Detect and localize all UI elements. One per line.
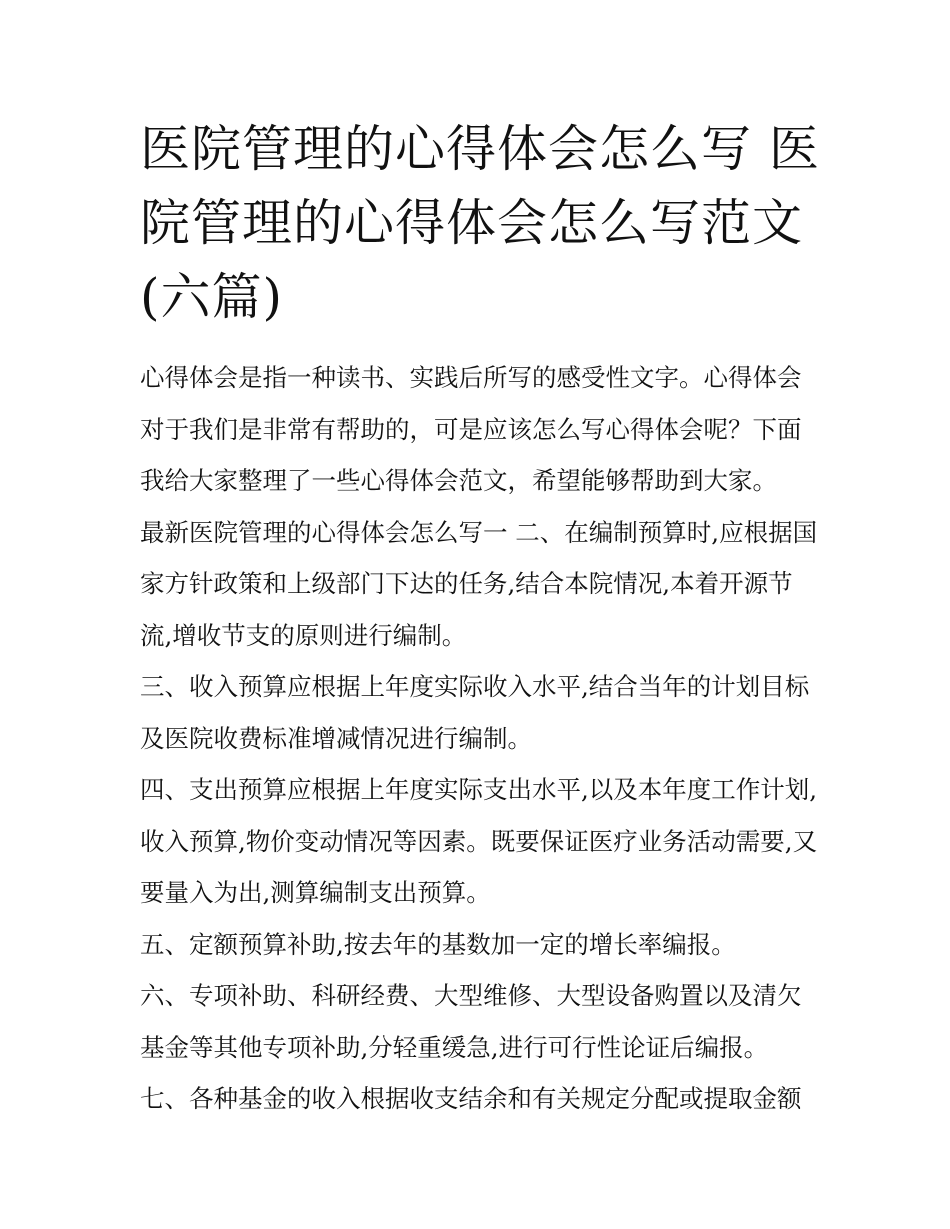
paragraph-expense-budget: 四、支出预算应根据上年度实际支出水平,以及本年度工作计划,收入预算,物价变动情况等因素。既要保证医疗业务活动需要,又要量入为出,测算编制支出预算。	[140, 775, 818, 907]
paragraph-special-subsidy: 六、专项补助、科研经费、大型维修、大型设备购置以及清欠基金等其他专项补助,分轻重缓急,进行可行性论证后编报。	[140, 981, 802, 1062]
paragraph-quota-subsidy: 五、定额预算补助,按去年的基数加一定的增长率编报。	[140, 929, 736, 959]
paragraph-budget-principle: 最新医院管理的心得体会怎么写一 二、在编制预算时,应根据国家方针政策和上级部门下达的任务,结合本院情况,本着开源节流,增收节支的原则进行编制。	[140, 517, 818, 650]
paragraph-fund-income: 七、各种基金的收入根据收支结余和有关规定分配或提取金额	[140, 1084, 802, 1113]
paragraph-income-budget: 三、收入预算应根据上年度实际收入水平,结合当年的计划目标及医院收费标准增减情况进行编制。	[140, 672, 810, 753]
document-title: 医院管理的心得体会怎么写 医院管理的心得体会怎么写范文(六篇)	[140, 120, 820, 326]
paragraph-intro: 心得体会是指一种读书、实践后所写的感受性文字。心得体会对于我们是非常有帮助的，可是应该怎么写心得体会呢？下面我给大家整理了一些心得体会范文，希望能够帮助到大家。	[140, 363, 802, 495]
document-body	[140, 352, 820, 1125]
